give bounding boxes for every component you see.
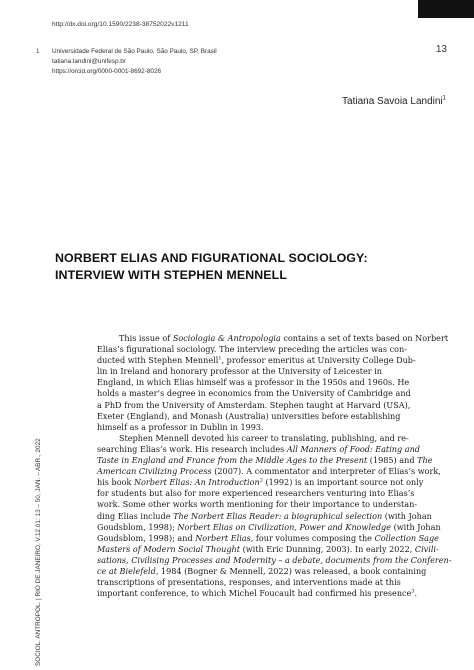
- page-number: 13: [435, 44, 447, 55]
- author-footnote-marker: 1: [442, 95, 446, 102]
- title-line: INTERVIEW WITH STEPHEN MENNELL: [55, 267, 288, 282]
- corner-tab: [418, 0, 474, 18]
- body-line: England, in which Elias himself was a professor in the 1950s and 1960s. He: [97, 377, 410, 388]
- body-line: Elias’s figurational sociology. The interview preceding the articles was con-: [97, 344, 407, 355]
- body-line: ce at Bielefeld, 1984 (Bogner & Mennell, 2022) was released, a book containing: [97, 565, 427, 576]
- body-line: his book Norbert Elias: An Introduction$^2$ (1992) is an important source not only: [97, 477, 424, 488]
- body-line: Goudsblom, 1998); and Norbert Elias, four volumes composing the Collection Sage: [97, 532, 439, 543]
- body-line: Exeter (England), and Monash (Australia) universities before establishing: [97, 410, 401, 421]
- journal-side-citation: SOCIOL. ANTROPOL. | RIO DE JANEIRO, V.12.01: 13 – 50, JAN. – ABR., 2022: [35, 438, 42, 666]
- affiliation-institution: Universidade Federal de São Paulo, São Paulo, SP, Brasil: [52, 48, 217, 55]
- footnote-marker: 1: [218, 355, 222, 362]
- body-text: [97, 333, 452, 599]
- doi-link[interactable]: http://dx.doi.org/10.1590/2238-38752022v1211: [52, 21, 189, 28]
- body-line: Stephen Mennell devoted his career to translating, publishing, and re-: [119, 432, 409, 443]
- body-line: work. Some other works worth mentioning for their importance to understan-: [97, 499, 418, 510]
- author-name: Tatiana Savoia Landini$^1$: [342, 95, 446, 107]
- body-line: Masters of Modern Social Thought (with Eric Dunning, 2003). In early 2022, Civili-: [97, 543, 439, 554]
- body-line: a PhD from the University of Amsterdam. Stephen taught at Harvard (USA),: [97, 399, 411, 410]
- body-line: American Civilizing Process (2007). A commentator and interpreter of Elias’s work,: [97, 466, 441, 477]
- body-line: This issue of Sociologia & Antropologia contains a set of texts based on Norbert: [119, 333, 449, 343]
- article-title: [55, 250, 435, 283]
- footnote-number: 1: [36, 48, 40, 55]
- body-line: Goudsblom, 1998); Norbert Elias on Civilization, Power and Knowledge (with Johan: [97, 521, 441, 532]
- affiliation-orcid[interactable]: https://orcid.org/0000-0001-8692-8026: [52, 68, 162, 75]
- body-line: ducted with Stephen Mennell$^1$, professor emeritus at University College Dub-: [97, 355, 416, 366]
- footnote-marker: 3: [411, 588, 415, 595]
- body-line: holds a master’s degree in economics from the University of Cambridge and: [97, 388, 411, 399]
- body-line: for students but also for more experienced researchers venturing into Elias’s: [97, 488, 415, 499]
- body-line: Taste in England and France from the Middle Ages to the Present (1985) and The: [97, 455, 433, 466]
- body-line: lin in Ireland and honorary professor at the University of Leicester in: [97, 366, 383, 377]
- body-line: ding Elias include The Norbert Elias Reader: a biographical selection (with Johan: [97, 510, 432, 521]
- title-line: NORBERT ELIAS AND FIGURATIONAL SOCIOLOGY:: [55, 251, 368, 265]
- body-line: important conference, to which Michel Foucault had confirmed his presence$^3$.: [97, 588, 418, 599]
- footnote-marker: 2: [259, 477, 263, 484]
- body-line: transcriptions of presentations, responses, and interventions made at this: [97, 577, 401, 588]
- body-line: sations, Civilising Processes and Modernity – a debate, documents from the Conferen-: [97, 554, 452, 565]
- body-line: himself as a professor in Dublin in 1993.: [97, 421, 264, 432]
- body-line: searching Elias’s work. His research includes All Manners of Food: Eating and: [97, 443, 420, 454]
- affiliation-email[interactable]: tatiana.landini@unifesp.br: [52, 58, 126, 65]
